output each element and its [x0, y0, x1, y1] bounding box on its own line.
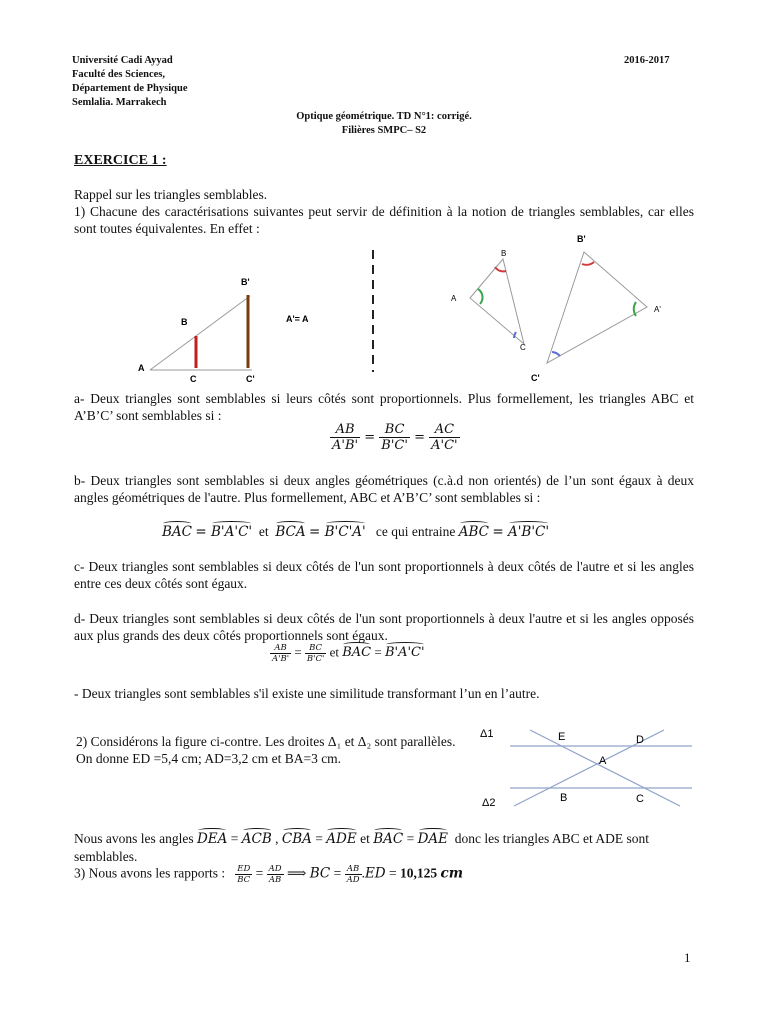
label-a: A — [138, 363, 145, 373]
tri-label-b: B — [501, 249, 507, 258]
word-et: et — [258, 524, 269, 539]
item-b-equation: BAC = B'A'C' et BCA = B'C'A' ce qui entraine ABC = A'B'C' — [162, 524, 550, 540]
frac-apcp: A'C' — [431, 438, 458, 453]
angle-bac: BAC — [162, 524, 192, 540]
label-b-point: B — [560, 792, 568, 804]
d-angle-bpapcp: B'A'C' — [384, 645, 425, 661]
p3-frac-bc: BC — [237, 875, 251, 885]
label-delta1: Δ1 — [480, 728, 494, 740]
tri-label-a: A — [451, 294, 457, 303]
label-angle-equal: A'= A — [286, 314, 309, 324]
part3-line: 3) Nous avons les rapports : $\frac{ED}{BC}$ = $\frac{AD}{AB}$ ⟹ BC = $\frac{AB}{AD}$ .ED = 10,125 cm — [74, 864, 464, 885]
p3-unit: cm — [440, 865, 464, 882]
title-line1: Optique géométrique. TD N°1: corrigé. — [296, 111, 472, 122]
tri-label-bp: B' — [577, 234, 586, 244]
faculty-name: Faculté des Sciences, — [72, 69, 166, 80]
doc-title — [0, 110, 768, 138]
label-a-point: A — [599, 755, 607, 767]
conclusion-post: donc les triangles ABC et ADE sont semblables. — [74, 831, 650, 864]
p3-frac-ad: AD — [268, 864, 282, 874]
dashed-divider — [368, 250, 378, 375]
exercise-heading: EXERCICE 1 : — [74, 153, 167, 168]
tri-label-c: C — [520, 343, 526, 352]
angle-bpcpap: B'C'A' — [324, 524, 366, 540]
p3-bc: BC — [309, 865, 331, 882]
part2-text: 2) Considérons la figure ci-contre. Les droites Δ₁ et Δ₂ sont parallèles. On donne ED =5,4 cm; AD=3,2 cm et BA=3 cm. — [76, 734, 456, 766]
label-delta2: Δ2 — [482, 797, 496, 809]
item-b-text: b- Deux triangles sont semblables si deux angles géométriques (c.à.d non orientés) de l’un sont égaux à deux angles géométriques de l'autre. Plus formellement, ABC et A’B’C’ sont semblables si : — [74, 473, 694, 505]
city-name: Semlalia. Marrakech — [72, 97, 167, 108]
d-frac-bpcp: B'C' — [306, 654, 325, 664]
paragraph-1: 1) Chacune des caractérisations suivantes peut servir de définition à la notion de triangles semblables, car elles sont toutes équivalentes. En effet : — [74, 204, 694, 236]
part3-pre: 3) Nous avons les rapports : — [74, 865, 226, 881]
rappel-text: Rappel sur les triangles semblables. — [74, 187, 268, 202]
label-e: E — [558, 731, 566, 743]
item-a-text: a- Deux triangles sont semblables si leurs côtés sont proportionnels. Plus formellement, les triangles ABC et A’B’C’ sont semblables si : — [74, 391, 694, 423]
label-cp: C' — [246, 374, 255, 384]
figure-parallel-lines — [474, 722, 700, 814]
angle-bpapcp: B'A'C' — [210, 524, 253, 540]
label-bp: B' — [241, 277, 250, 287]
figure-similar-right-triangles — [130, 265, 340, 390]
label-b: B — [181, 317, 188, 327]
item-e-text: - Deux triangles sont semblables s'il existe une similitude transformant l’un en l’autre. — [74, 686, 540, 701]
p3-frac-ad2: AD — [346, 875, 360, 885]
department-name: Département de Physique — [72, 83, 188, 94]
d-word-et: et — [329, 644, 339, 660]
item-a-equation: $\frac{AB}{A'B'}$ = $\frac{BC}{B'C'}$ = $\frac{AC}{A'C'}$ — [332, 422, 458, 453]
d-angle-bac: BAC — [342, 645, 372, 661]
figure-similar-triangles-angles — [440, 232, 680, 387]
angle-ade: ADE — [326, 831, 357, 847]
angle-dea: DEA — [196, 831, 228, 847]
word-entraine: ce qui entraine — [375, 524, 456, 539]
header-block — [72, 54, 188, 110]
item-c-text: c- Deux triangles sont semblables si deux côtés de l'un sont proportionnels à deux côtés de l'autre et si les angles entre ces deux côtés sont égaux. — [74, 559, 694, 591]
page-number: 1 — [684, 950, 691, 965]
angle-acb: ACB — [241, 831, 272, 847]
p3-frac-ab2: AB — [345, 864, 362, 875]
label-d: D — [636, 734, 644, 746]
angle-cba: CBA — [281, 831, 312, 847]
angle-bac-2: BAC — [373, 831, 404, 847]
p3-frac-ab: AB — [268, 875, 282, 885]
label-c-point: C — [636, 793, 644, 805]
angle-dae: DAE — [417, 831, 449, 847]
frac-bpcp: B'C' — [381, 438, 408, 453]
frac-apbp: A'B' — [332, 438, 359, 453]
frac-ac: AC — [429, 422, 459, 438]
p3-result: 10,125 — [400, 865, 438, 881]
angle-bca: BCA — [275, 524, 306, 540]
tri-label-ap: A' — [654, 305, 661, 314]
frac-bc: BC — [379, 422, 410, 438]
conclusion-pre: Nous avons les angles — [74, 831, 194, 846]
d-frac-ab: AB — [270, 643, 291, 654]
title-line2: Filières SMPC– S2 — [341, 125, 427, 136]
d-frac-apbp: A'B' — [272, 654, 290, 664]
p3-ed: ED — [364, 865, 386, 882]
label-c: C — [190, 374, 197, 384]
conclusion-et: et — [360, 831, 370, 846]
item-d-text: d- Deux triangles sont semblables si deux côtés de l'un sont proportionnels à deux l'autre et si les angles opposés aux plus grands des deux côtés proportionnels sont égaux. — [74, 611, 694, 643]
item-d-equation: $\frac{AB}{A'B'}$ = $\frac{BC}{B'C'}$ et BAC = B'A'C' — [272, 643, 425, 664]
academic-year: 2016-2017 — [624, 55, 670, 66]
angle-apbpcp: A'B'C' — [507, 524, 550, 540]
frac-ab: AB — [330, 422, 360, 438]
conclusion-text: Nous avons les angles DEA = ACB , CBA = ADE et BAC = DAE donc les triangles ABC et ADE sont semblables. — [74, 831, 650, 864]
d-frac-bc: BC — [305, 643, 326, 654]
tri-label-cp: C' — [531, 373, 540, 383]
p3-frac-ed: ED — [237, 864, 251, 874]
university-name: Université Cadi Ayyad — [72, 55, 173, 66]
angle-abc: ABC — [458, 524, 489, 540]
